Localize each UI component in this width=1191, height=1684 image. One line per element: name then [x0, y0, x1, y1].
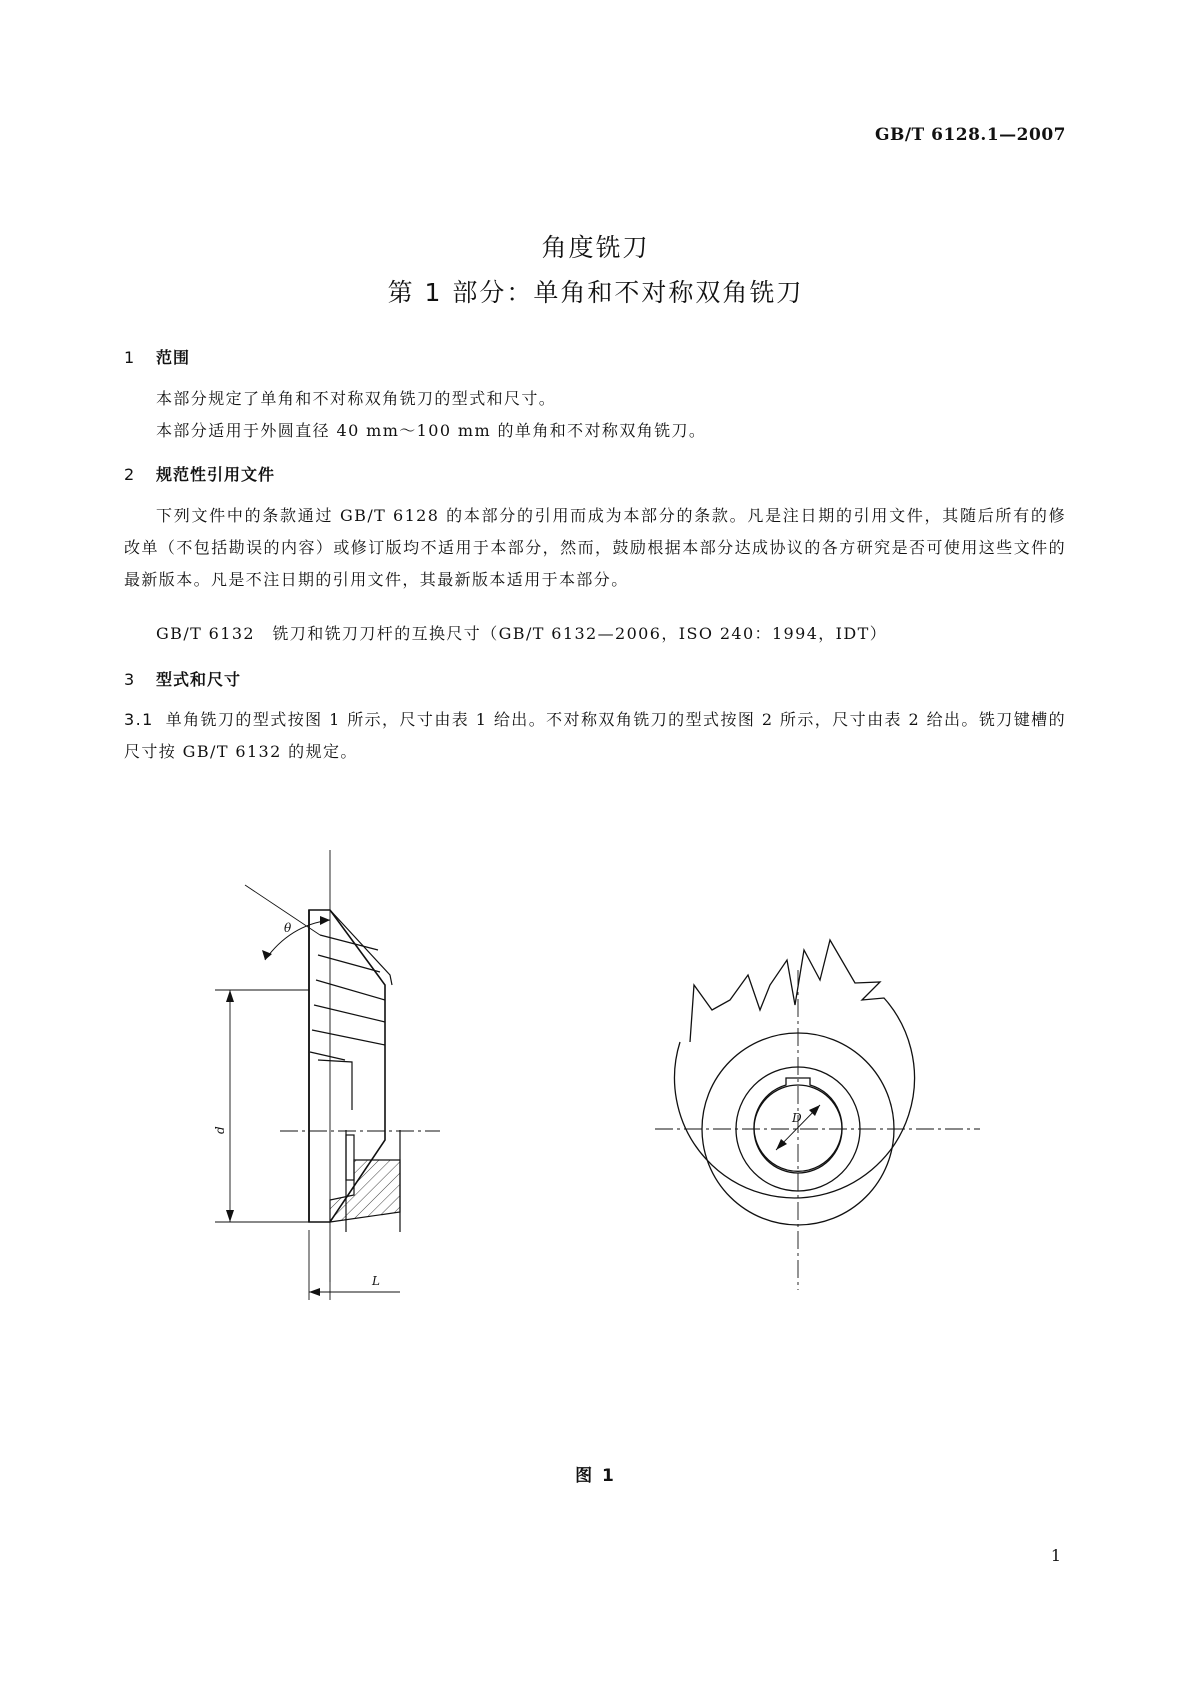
clause-number: 3.1: [124, 710, 154, 729]
section-title: 规范性引用文件: [156, 465, 276, 484]
document-subtitle: 第 1 部分：单角和不对称双角铣刀: [387, 278, 804, 307]
reference-entry: GB/T 6132 铣刀和铣刀刀杆的互换尺寸（GB/T 6132—2006，ISO 240：1994，IDT）: [156, 624, 888, 643]
section-title: 型式和尺寸: [156, 670, 242, 689]
paragraph: 本部分规定了单角和不对称双角铣刀的型式和尺寸。: [156, 389, 557, 408]
section-number: 1: [124, 348, 136, 367]
document-title: 角度铣刀: [541, 233, 650, 262]
paragraph: 本部分适用于外圆直径 40 mm～100 mm 的单角和不对称双角铣刀。: [156, 421, 707, 440]
section-number: 3: [124, 670, 136, 689]
diameter-label: d: [213, 1126, 227, 1134]
angle-label: θ: [284, 921, 292, 935]
cutter-front-view: [655, 940, 980, 1290]
clause-text: 单角铣刀的型式按图 1 所示，尺寸由表 1 给出。不对称双角铣刀的型式按图 2 所示，尺寸由表 2 给出。铣刀键槽的尺寸按 GB/T 6132 的规定。: [124, 710, 1066, 761]
figure-caption: 图 1: [575, 1466, 616, 1486]
standard-code: GB/T 6128.1—2007: [874, 125, 1066, 145]
section-number: 2: [124, 465, 136, 484]
paragraph: 下列文件中的条款通过 GB/T 6128 的本部分的引用而成为本部分的条款。凡是注日期的引用文件，其随后所有的修改单（不包括勘误的内容）或修订版均不适用于本部分，然而，鼓励根据本部分达成协议的各方研究是否可使用这些文件的最新版本。凡是不注日期的引用文件，其最新版本适用于本部分。: [124, 506, 1066, 589]
section-title: 范围: [156, 348, 191, 367]
page-number: 1: [1050, 1546, 1061, 1565]
bore-label: D: [792, 1111, 802, 1125]
length-label: L: [372, 1274, 380, 1288]
cutter-side-view: [215, 850, 440, 1300]
